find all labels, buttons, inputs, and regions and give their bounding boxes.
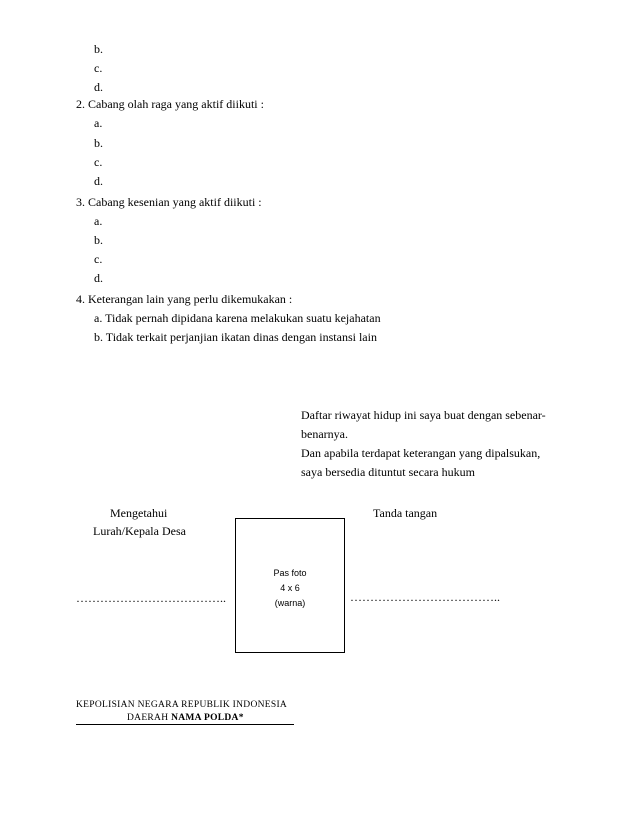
statement-line: benarnya.	[301, 427, 348, 441]
list-item: a.	[94, 214, 103, 228]
list-item: b.	[94, 233, 103, 247]
list-item: c.	[94, 252, 103, 266]
question-4-title: 4. Keterangan lain yang perlu dikemukakan :	[76, 292, 293, 306]
list-item: c.	[94, 61, 103, 75]
village-head-label: Lurah/Kepala Desa	[93, 524, 186, 538]
question-3-title: 3. Cabang kesenian yang aktif diikuti :	[76, 195, 262, 209]
statement-line: Dan apabila terdapat keterangan yang dipalsukan,	[301, 446, 541, 460]
list-item: b.	[94, 136, 103, 150]
right-signature-dots: ………………………………..	[350, 590, 500, 604]
question-2-title: 2. Cabang olah raga yang aktif diikuti :	[76, 97, 264, 111]
statement-line: saya bersedia dituntut secara hukum	[301, 465, 475, 479]
list-item: b. Tidak terkait perjanjian ikatan dinas dengan instansi lain	[94, 330, 377, 344]
left-signature-dots: ………………………………..	[76, 591, 226, 605]
footer-region: DAERAH NAMA POLDA*	[127, 713, 244, 723]
photo-size: 4 x 6	[280, 583, 300, 593]
list-item: b.	[94, 42, 103, 56]
list-item: d.	[94, 174, 103, 188]
list-item: d.	[94, 80, 103, 94]
footer-institution: KEPOLISIAN NEGARA REPUBLIK INDONESIA	[76, 700, 288, 710]
list-item: d.	[94, 271, 103, 285]
list-item: a. Tidak pernah dipidana karena melakukan suatu kejahatan	[94, 311, 381, 325]
approval-label: Mengetahui	[110, 506, 168, 520]
signature-label: Tanda tangan	[373, 506, 438, 520]
statement-line: Daftar riwayat hidup ini saya buat dengan sebenar-	[301, 408, 546, 422]
list-item: c.	[94, 155, 103, 169]
photo-placeholder	[235, 518, 345, 653]
list-item: a.	[94, 116, 103, 130]
photo-label: Pas foto	[273, 568, 307, 578]
photo-color-note: (warna)	[274, 598, 306, 608]
footer-underline	[76, 724, 294, 725]
